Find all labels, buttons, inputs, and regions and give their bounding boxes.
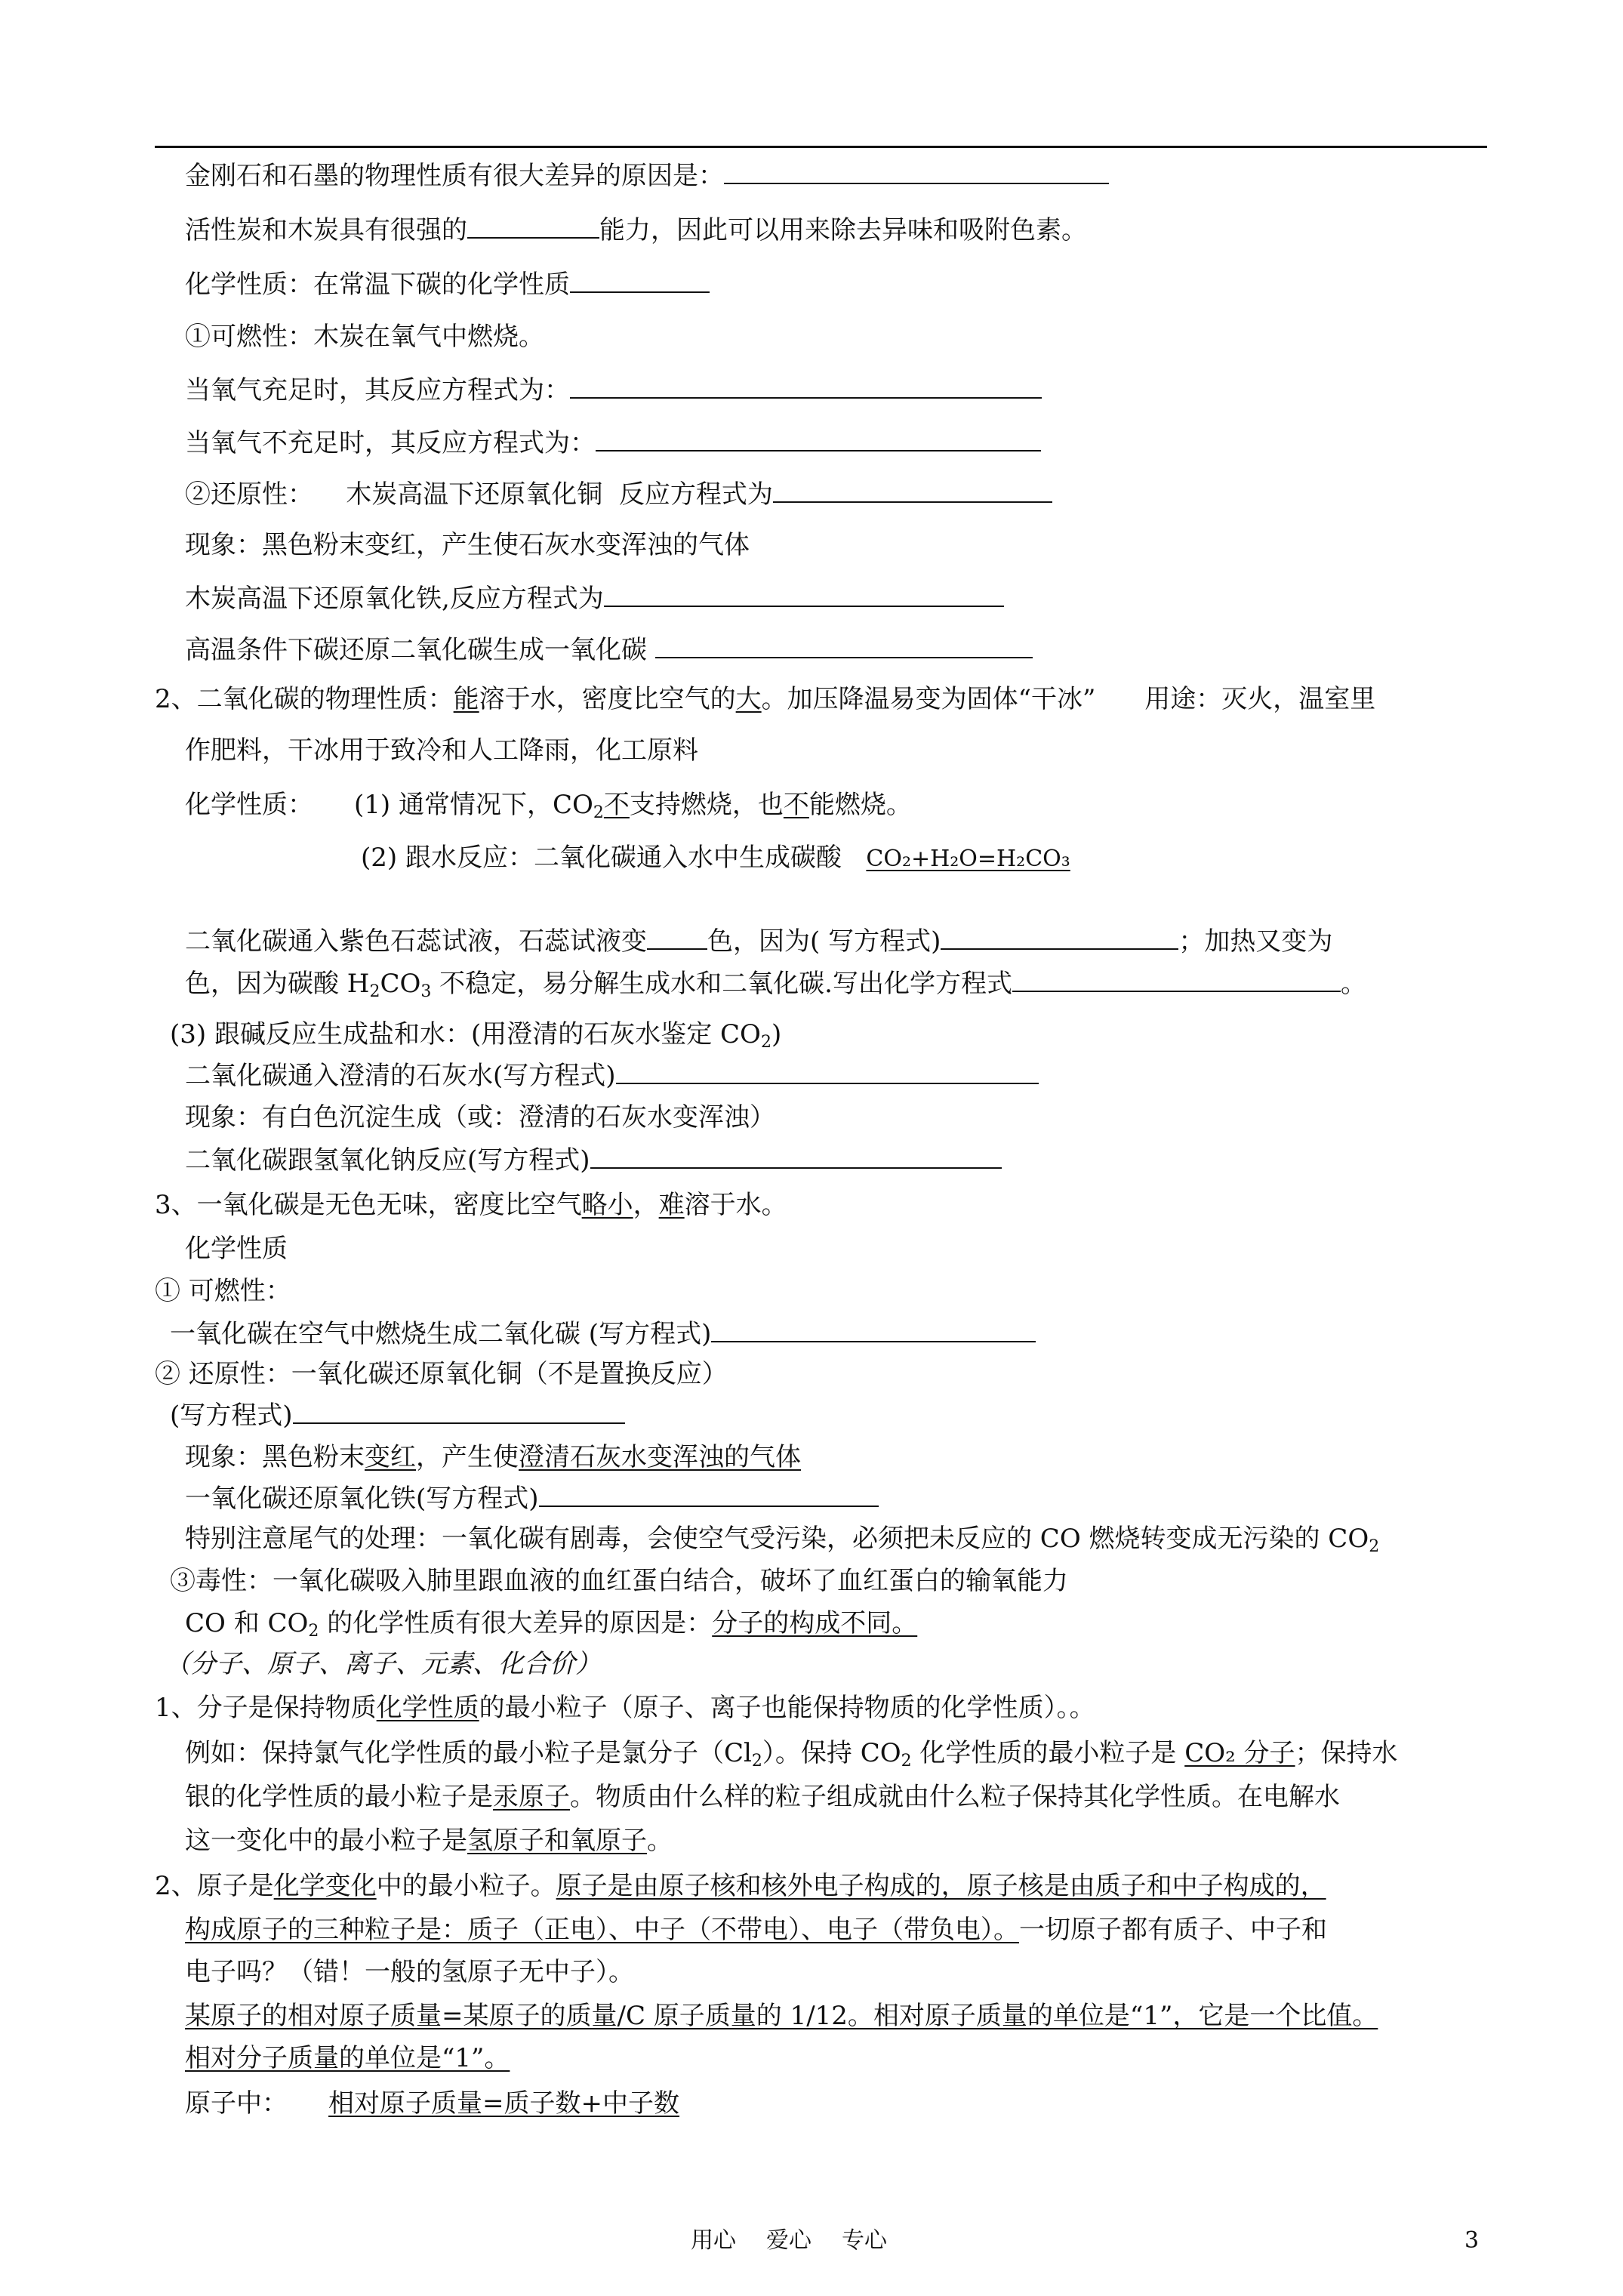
text-line: CO 和 $CO_2$ 的化学性质有很大差异的原因是：分子的构成不同。 xyxy=(185,1608,918,1641)
text-line: 化学性质：在常温下碳的化学性质 xyxy=(185,269,710,300)
answer-blank[interactable] xyxy=(590,1145,1002,1169)
text-line: 一氧化碳还原氧化铁(写方程式) xyxy=(185,1483,879,1514)
footer-text-left: 用心 xyxy=(691,2227,736,2254)
answer-blank[interactable] xyxy=(724,160,1109,184)
answer-blank[interactable] xyxy=(941,926,1178,950)
answer-blank[interactable] xyxy=(539,1483,879,1507)
text-line: 当氧气充足时，其反应方程式为： xyxy=(185,374,1042,405)
text-line: 色，因为碳酸 $H_2CO_3$ 不稳定，易分解生成水和二氧化碳.写出化学方程式 。 xyxy=(185,969,1366,1001)
text-line: 作肥料，干冰用于致冷和人工降雨，化工原料 xyxy=(185,735,698,766)
answer-blank[interactable] xyxy=(604,583,1004,607)
text-line: 这一变化中的最小粒子是氢原子和氧原子。 xyxy=(185,1826,673,1856)
answer-blank[interactable] xyxy=(773,479,1052,503)
text-line: 2、二氧化碳的物理性质：能溶于水，密度比空气的大。加压降温易变为固体“干冰” 用途：灭火，温室里 xyxy=(155,684,1376,714)
text-line: (写方程式) xyxy=(170,1400,625,1431)
answer-blank[interactable] xyxy=(616,1060,1039,1084)
page-number: 3 xyxy=(1464,2227,1480,2254)
text-line: ②还原性： 木炭高温下还原氧化铜 反应方程式为 xyxy=(185,479,1052,510)
answer-blank[interactable] xyxy=(711,1318,1036,1342)
footer-text-middle: 爱心 xyxy=(766,2227,812,2254)
text-line: ② 还原性：一氧化碳还原氧化铜（不是置换反应） xyxy=(155,1359,728,1389)
answer-blank[interactable] xyxy=(655,634,1033,658)
text-line: 2、原子是化学变化中的最小粒子。原子是由原子核和核外电子构成的，原子核是由质子和中子构成的， xyxy=(155,1871,1326,1901)
text-line: 一氧化碳在空气中燃烧生成二氧化碳 (写方程式) xyxy=(170,1318,1036,1349)
text-line: 特别注意尾气的处理：一氧化碳有剧毒，会使空气受污染，必须把未反应的 CO 燃烧转变成无污染的 $CO_2$ xyxy=(185,1524,1380,1556)
text-line: 电子吗？（错！一般的氢原子无中子）。 xyxy=(185,1957,634,1987)
text-line: 二氧化碳通入澄清的石灰水(写方程式) xyxy=(185,1060,1039,1091)
text-line: 1、分子是保持物质化学性质的最小粒子（原子、离子也能保持物质的化学性质）。。 xyxy=(155,1693,1095,1723)
text-line: 木炭高温下还原氧化铁,反应方程式为 xyxy=(185,583,1004,614)
header-rule xyxy=(155,146,1487,148)
answer-blank[interactable] xyxy=(570,269,710,293)
text-line: (3) 跟碱反应生成盐和水：(用澄清的石灰水鉴定 $CO_2$) xyxy=(170,1019,782,1052)
text-line: ①可燃性：木炭在氧气中燃烧。 xyxy=(185,322,544,352)
text-line: ① 可燃性： xyxy=(155,1276,291,1306)
text-line: 相对分子质量的单位是“1”。 xyxy=(185,2043,510,2073)
text-line: 化学性质： (1) 通常情况下，$CO_2$不支持燃烧，也不能燃烧。 xyxy=(185,790,912,822)
answer-blank[interactable] xyxy=(1012,968,1341,992)
text-line: 二氧化碳通入紫色石蕊试液，石蕊试液变 色，因为( 写方程式) ；加热又变为 xyxy=(185,926,1333,957)
text-line: 当氧气不充足时，其反应方程式为： xyxy=(185,427,1041,458)
text-line: 原子中： 相对原子质量=质子数+中子数 xyxy=(185,2088,680,2119)
text-line: 高温条件下碳还原二氧化碳生成一氧化碳 xyxy=(185,634,1033,665)
section-heading: （分子、原子、离子、元素、化合价） xyxy=(165,1649,601,1679)
text-line: 银的化学性质的最小粒子是汞原子。物质由什么样的粒子组成就由什么粒子保持其化学性质。在电解水 xyxy=(185,1782,1340,1812)
text-line: 金刚石和石墨的物理性质有很大差异的原因是： xyxy=(185,160,1109,191)
text-line: 3、一氧化碳是无色无味，密度比空气略小，难溶于水。 xyxy=(155,1190,787,1220)
text-line: 现象：黑色粉末变红，产生使石灰水变浑浊的气体 xyxy=(185,530,750,560)
text-line: 化学性质 xyxy=(185,1234,288,1264)
footer-text-right: 专心 xyxy=(842,2227,887,2254)
text-line: 构成原子的三种粒子是：质子（正电）、中子（不带电）、电子（带负电）。一切原子都有质子、中子和 xyxy=(185,1915,1327,1945)
answer-blank[interactable] xyxy=(596,427,1041,451)
text-line: ③毒性：一氧化碳吸入肺里跟血液的血红蛋白结合，破坏了血红蛋白的输氧能力 xyxy=(170,1566,1068,1596)
answer-blank[interactable] xyxy=(293,1400,625,1424)
text-line: 现象：有白色沉淀生成（或：澄清的石灰水变浑浊） xyxy=(185,1102,775,1133)
answer-blank[interactable] xyxy=(467,214,599,239)
text-line: 现象：黑色粉末变红，产生使澄清石灰水变浑浊的气体 xyxy=(185,1442,801,1472)
text-line: 活性炭和木炭具有很强的 能力，因此可以用来除去异味和吸附色素。 xyxy=(185,215,1087,245)
answer-blank[interactable] xyxy=(570,374,1042,399)
text-line: 二氧化碳跟氢氧化钠反应(写方程式) xyxy=(185,1145,1002,1176)
answer-blank[interactable] xyxy=(647,926,707,950)
text-line: 例如：保持氯气化学性质的最小粒子是氯分子$(Cl_2)$。保持 $CO_2$ 化学性质的最小粒子是 CO₂ 分子；保持水 xyxy=(185,1738,1398,1771)
text-line: 某原子的相对原子质量=某原子的质量/C 原子质量的 1/12。相对原子质量的单位是“1”，它是一个比值。 xyxy=(185,2001,1378,2031)
text-line: (2) 跟水反应：二氧化碳通入水中生成碳酸 CO₂+H₂O=H₂CO₃ xyxy=(361,843,1070,873)
